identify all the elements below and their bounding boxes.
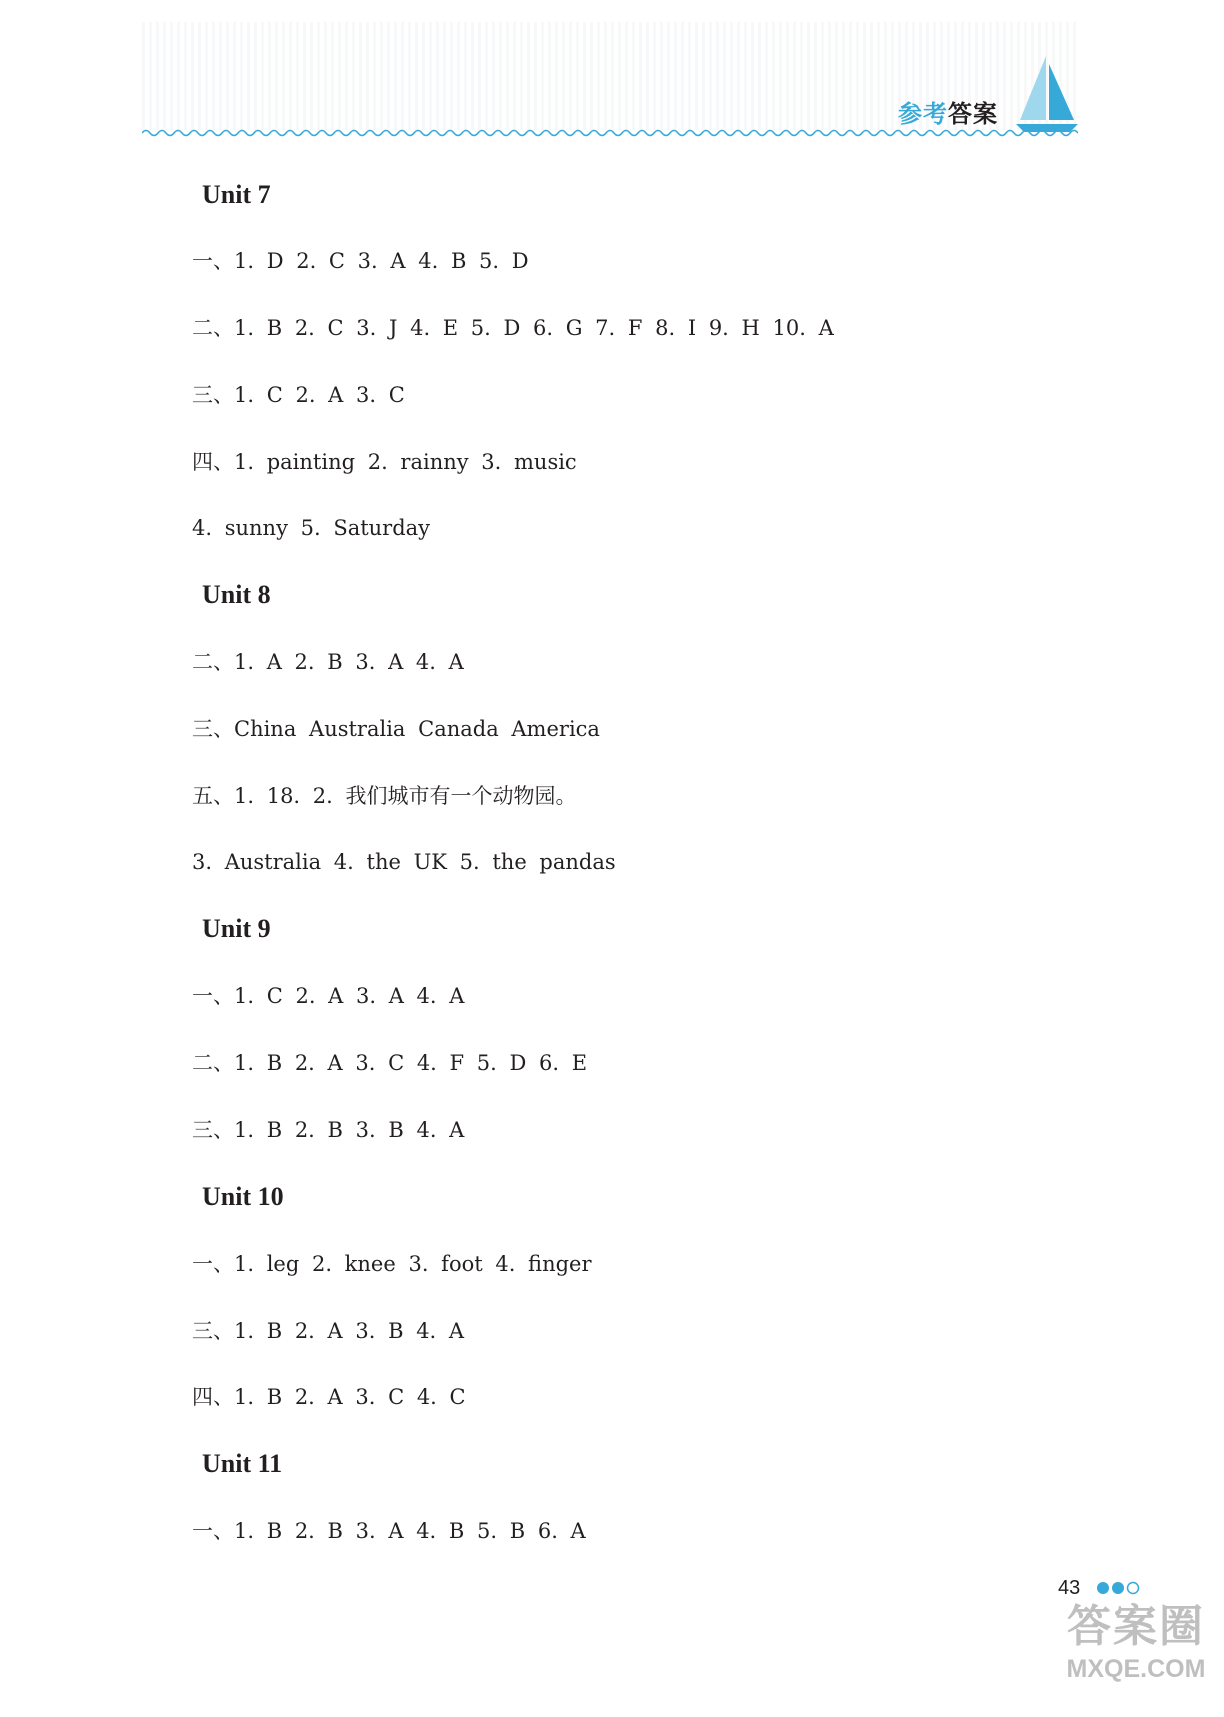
page-dots-decoration xyxy=(1096,1581,1142,1595)
answer-line: 3. Australia 4. the UK 5. the pandas xyxy=(192,850,616,874)
answer-line: 一、1. B 2. B 3. A 4. B 5. B 6. A xyxy=(192,1519,586,1543)
unit-heading: Unit 9 xyxy=(202,914,271,943)
answer-line: 二、1. A 2. B 3. A 4. A xyxy=(192,650,464,674)
unit-heading: Unit 8 xyxy=(202,580,271,609)
header-title-part2: 答案 xyxy=(948,100,998,128)
watermark-logo-text: 答案圈 xyxy=(1067,1602,1205,1651)
unit-heading: Unit 10 xyxy=(202,1182,284,1211)
watermark-url: MXQE.COM xyxy=(1066,1655,1206,1683)
header-title-part1: 参考 xyxy=(898,100,948,128)
answer-line: 二、1. B 2. C 3. J 4. E 5. D 6. G 7. F 8. I 9. H 10. A xyxy=(192,316,834,340)
header-title xyxy=(898,98,998,130)
answer-line: 4. sunny 5. Saturday xyxy=(192,516,431,540)
page-number: 43 xyxy=(1058,1577,1081,1599)
sailboat-icon xyxy=(1012,54,1080,134)
wave-divider xyxy=(142,127,1078,139)
answer-line: 三、1. C 2. A 3. C xyxy=(192,383,405,407)
unit-heading: Unit 11 xyxy=(202,1449,283,1478)
unit-heading: Unit 7 xyxy=(202,180,271,209)
answer-line: 五、1. 18. 2. 我们城市有一个动物园。 xyxy=(192,784,577,808)
answer-line: 三、1. B 2. B 3. B 4. A xyxy=(192,1118,465,1142)
answer-line: 三、1. B 2. A 3. B 4. A xyxy=(192,1319,465,1343)
answer-line: 一、1. D 2. C 3. A 4. B 5. D xyxy=(192,249,529,273)
answer-line: 四、1. B 2. A 3. C 4. C xyxy=(192,1385,466,1409)
answer-line: 三、China Australia Canada America xyxy=(192,717,600,741)
answer-line: 一、1. C 2. A 3. A 4. A xyxy=(192,984,465,1008)
answer-line: 四、1. painting 2. rainny 3. music xyxy=(192,450,577,474)
answer-line: 一、1. leg 2. knee 3. foot 4. finger xyxy=(192,1252,592,1276)
watermark xyxy=(1048,1600,1224,1717)
answer-line: 二、1. B 2. A 3. C 4. F 5. D 6. E xyxy=(192,1051,588,1075)
